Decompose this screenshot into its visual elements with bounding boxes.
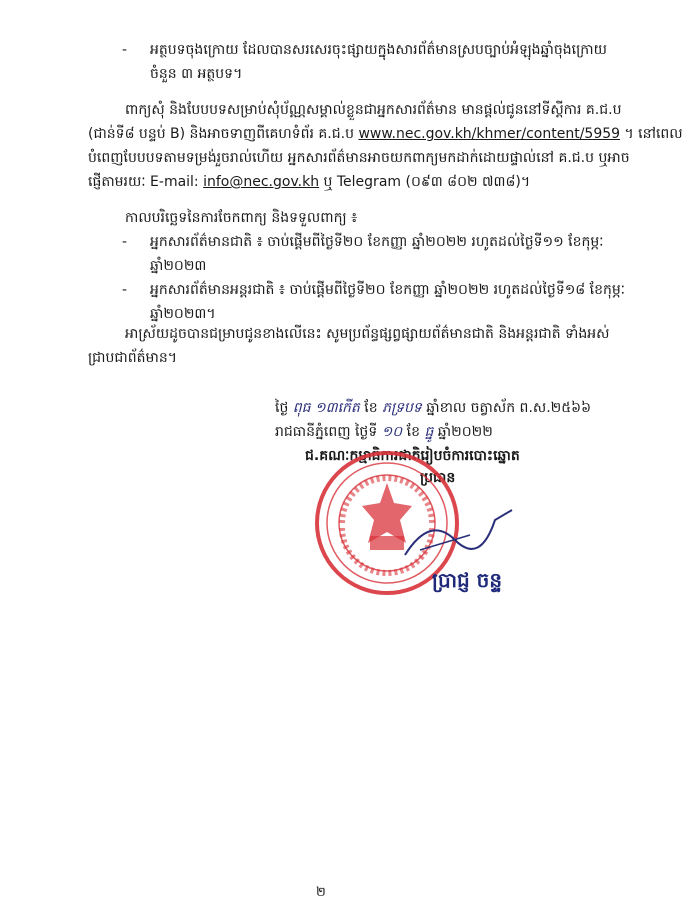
schedule-item-1-line-1: អ្នកសារព័ត៌មានជាតិ ៖ ចាប់ផ្ដើមពីថ្ងៃទី២០ ខែកញ្ញា ឆ្នាំ២០២២ រហូតដល់ថ្ងៃទី១១ ខែកុម្ភៈ (150, 234, 604, 250)
closing-line-1: អាស្រ័យដូចបានជម្រាបជូនខាងលើនេះ សូមប្រព័ន្ធផ្សព្វផ្សាយព័ត៌មានជាតិ និងអន្តរជាតិ ទាំងអស់ (125, 326, 610, 342)
para1-line-4 (88, 172, 628, 192)
para1-line-3: បំពេញបែបបទតាមទម្រង់រួចរាល់ហើយ អ្នកសារព័ត៌មានអាចយកពាក្យមកដាក់ដោយផ្ទាល់នៅ គ.ជ.ប ឬអាច (88, 150, 630, 166)
signatory-role: ប្រធាន (420, 470, 456, 486)
date-month-handwritten: ភទ្របទ (382, 400, 422, 416)
para1-line-4-suffix: ឬ Telegram (០៩៣ ៨០២ ៧៣៨)។ (323, 174, 531, 190)
date-lunar-handwritten: ១៣កើត (315, 400, 360, 416)
bullet-dash: - (122, 282, 128, 298)
date-day-handwritten: ពុធ (292, 400, 311, 416)
date-gregorian-month-label: ខែ (406, 424, 420, 440)
para1-line-2 (88, 124, 683, 144)
closing-line-2: ជ្រាបជាព័ត៌មាន។ (88, 350, 177, 366)
date-gregorian-month-handwritten: ធ្នូ (424, 424, 434, 440)
schedule-item-2-line-1: អ្នកសារព័ត៌មានអន្តរជាតិ ៖ ចាប់ផ្ដើមពីថ្ងៃទី២០ ខែកញ្ញា ឆ្នាំ២០២២ រហូតដល់ថ្ងៃទី១៨ ខែកុម្ភៈ (150, 282, 626, 298)
handwritten-signature (400, 505, 520, 565)
signatory-name: ប្រាជ្ញ ចន្ទ (432, 568, 503, 592)
bullet-dash: - (122, 234, 128, 250)
date-line-lunar (275, 398, 625, 418)
para1-line-4-prefix: ផ្ញើតាមរយៈ E-mail: (88, 174, 199, 190)
date-place-label: រាជធានីភ្នំពេញ ថ្ងៃទី (275, 424, 378, 440)
schedule-item-2-line-2: ឆ្នាំ២០២៣។ (150, 306, 216, 322)
schedule-heading: កាលបរិច្ឆេទនៃការចែកពាក្យ និងទទួលពាក្យ ៖ (125, 210, 358, 226)
date-month-label: ខែ (364, 400, 378, 416)
date-lunar-year: ឆ្នាំខាល ចត្វាស័ក ព.ស.២៥៦៦ (426, 400, 592, 416)
date-day-label: ថ្ងៃ (275, 400, 289, 416)
website-link[interactable]: www.nec.gov.kh/khmer/content/5959 (358, 126, 621, 142)
date-line-gregorian (275, 422, 625, 442)
intro-line-2: ចំនួន ៣ អត្ថបទ។ (150, 66, 243, 82)
intro-line-1: អត្ថបទចុងក្រោយ ដែលបានសរសេរចុះផ្សាយក្នុងសារព័ត៌មានស្របច្បាប់អំឡុងឆ្នាំចុងក្រោយ (150, 42, 607, 58)
date-gregorian-year: ឆ្នាំ២០២២ (437, 424, 493, 440)
para1-line-1: ពាក្យសុំ និងបែបបទសម្រាប់សុំប័ណ្ណសម្គាល់ខ្លួនជាអ្នកសារព័ត៌មាន មានផ្ដល់ជូននៅទីស្ដីការ គ.ជ.ប (125, 102, 622, 118)
date-gregorian-day-handwritten: ១០ (381, 424, 403, 440)
page-number: ២ (316, 885, 326, 900)
bullet-dash: - (122, 42, 128, 58)
schedule-item-1-line-2: ឆ្នាំ២០២៣ (150, 258, 207, 274)
para1-line-2-suffix: ។ នៅពេល (624, 126, 683, 142)
email-link[interactable]: info@nec.gov.kh (203, 174, 320, 190)
signatory-organization: ជ.គណៈកម្មាធិការជាតិរៀបចំការបោះឆ្នោត (305, 448, 520, 464)
para1-line-2-prefix: (ជាន់ទី៨ បន្ទប់ B) និងអាចទាញពីគេហទំព័រ គ.ជ.ប (88, 126, 354, 142)
